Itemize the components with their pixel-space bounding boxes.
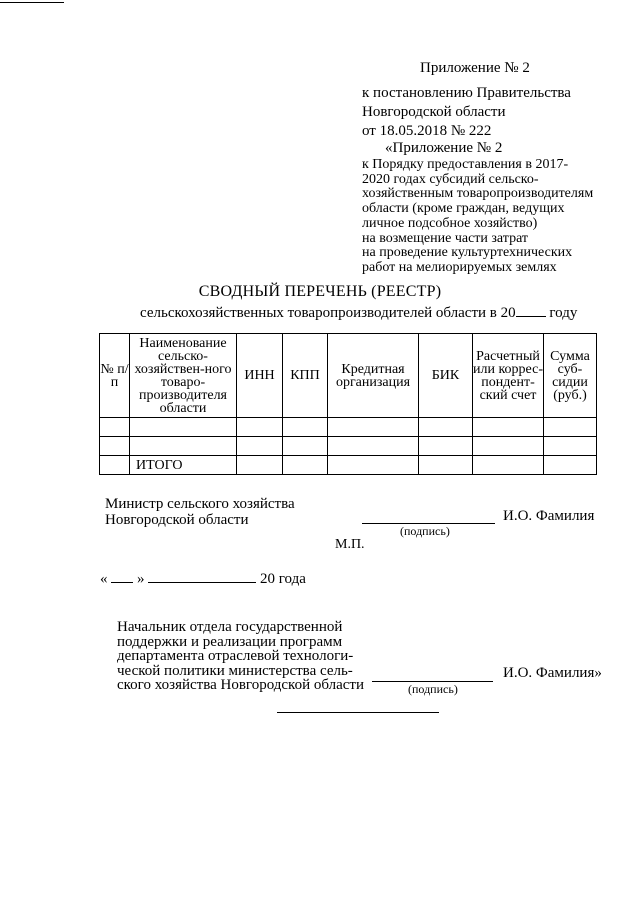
column-header-subsidy-amount: Сумма суб-сидии (руб.) [544,334,597,418]
document-title: СВОДНЫЙ ПЕРЕЧЕНЬ (РЕЕСТР) [198,283,442,300]
table-row [100,437,597,456]
table-cell [419,456,473,475]
department-head-line: департамента отраслевой технологи- [117,648,354,665]
table-cell [473,456,544,475]
table-cell [419,437,473,456]
table-cell [100,456,130,475]
document-subtitle [140,302,577,322]
table-row [100,418,597,437]
year-blank [516,302,546,317]
stamp-place: М.П. [335,537,365,552]
subtitle-prefix: сельскохозяйственных товаропроизводителей области в 20 [140,305,516,321]
table-cell [283,437,328,456]
table-cell [473,418,544,437]
table-cell [473,437,544,456]
minister-line: Новгородской области [105,512,249,528]
inner-appendix-line: области (кроме граждан, ведущих [362,201,565,217]
inner-appendix-line: работ на мелиорируемых землях [362,259,557,275]
table-cell [419,418,473,437]
date-close-quote: » [137,571,145,587]
table-cell [100,437,130,456]
column-header-number: № п/п [100,334,130,418]
appendix-title: Приложение № 2 [420,60,530,76]
inner-appendix-line: 2020 годах субсидий сельско- [362,171,539,187]
date-row [100,568,306,588]
table-header-row [100,334,597,418]
appendix-line: от 18.05.2018 № 222 [362,123,492,139]
inner-appendix-title: «Приложение № 2 [385,140,503,156]
table-cell [328,418,419,437]
minister-position [105,496,345,528]
registry-table [99,333,597,475]
inner-appendix-line: хозяйственным товаропроизводителям [362,186,594,202]
department-head-line: Начальник отдела государственной [117,619,343,635]
table-cell [283,456,328,475]
date-open-quote: « [100,571,108,587]
inner-appendix-line: к Порядку предоставления в 2017- [362,157,569,172]
column-header-kpp: КПП [283,334,328,418]
closing-rule [277,712,439,713]
table-cell [283,418,328,437]
table-cell [544,418,597,437]
appendix-line: к постановлению Правительства [362,85,571,101]
minister-name: И.О. Фамилия [503,508,595,524]
column-header-account: Расчетный или коррес-пондент-ский счет [473,334,544,418]
total-label: ИТОГО [130,456,237,475]
inner-appendix-line: личное подсобное хозяйство) [362,215,538,231]
inner-appendix-line: на проведение культуртехнических [362,245,573,261]
column-header-bik: БИК [419,334,473,418]
date-year: 20 года [260,571,306,587]
table-cell [130,437,237,456]
appendix-line: Новгородской области [362,104,506,120]
department-head-line: ческой политики министерства сель- [117,662,353,679]
table-cell [100,418,130,437]
table-cell [237,418,283,437]
inner-appendix-line: на возмещение части затрат [362,230,529,246]
column-header-producer-name: Наименование сельско-хозяйствен-ного товаро-производителя области [130,334,237,418]
minister-signature-caption: (подпись) [400,524,450,538]
table-cell [130,418,237,437]
table-cell [544,456,597,475]
table-cell [237,456,283,475]
day-blank [111,568,133,583]
inner-appendix-reference [362,158,602,276]
appendix-reference [362,84,602,141]
department-head-signature-caption: (подпись) [408,682,458,696]
subtitle-suffix: году [549,305,578,321]
table-cell [237,437,283,456]
department-head-position [117,620,367,693]
table-total-row [100,456,597,475]
minister-line: Министр сельского хозяйства [105,496,295,512]
month-blank [148,568,256,583]
top-edge-rule [0,2,64,3]
department-head-line: ского хозяйства Новгородской области [117,677,364,694]
column-header-inn: ИНН [237,334,283,418]
column-header-credit-organization: Кредитная организация [328,334,419,418]
table-cell [328,456,419,475]
department-head-line: поддержки и реализации программ [117,633,343,650]
table-cell [544,437,597,456]
department-head-name: И.О. Фамилия» [503,665,602,681]
table-cell [328,437,419,456]
